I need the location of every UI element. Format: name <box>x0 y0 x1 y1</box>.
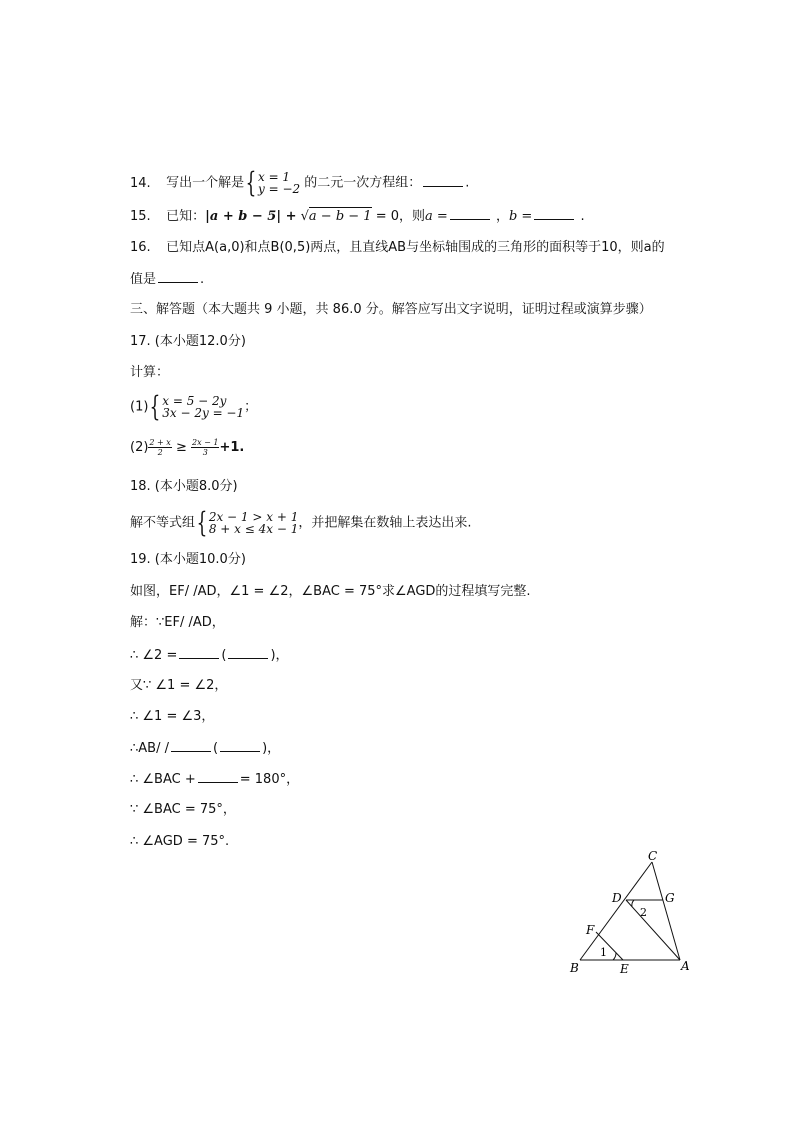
separator: ， <box>495 209 509 224</box>
answer-blank[interactable] <box>179 646 219 659</box>
proof-step-2 <box>130 646 289 665</box>
proof-step-7: ∵ ∠BAC = 75°， <box>130 802 236 817</box>
angle-2-arc <box>632 900 634 907</box>
section-heading: 三、解答题（本大题共 9 小题，共 86.0 分。解答应写出文字说明，证明过程或演算步骤） <box>130 302 652 317</box>
punctuation: . <box>200 272 205 287</box>
equation-line: y = −2 <box>257 182 301 196</box>
question-text: 解不等式组 <box>130 515 196 531</box>
question-text: = 0，则 <box>375 209 426 224</box>
variable-a: a = <box>425 209 448 224</box>
numerator: 2x − 1 <box>192 438 219 447</box>
question-17-part1 <box>130 390 258 423</box>
question-16-cont <box>130 270 204 289</box>
proof-step-4: ∴ ∠1 = ∠3， <box>130 709 215 724</box>
proof-text: ( <box>221 648 227 663</box>
label-angle-1: 1 <box>600 946 607 959</box>
question-text: ，并把解集在数轴上表达出来. <box>298 515 472 531</box>
question-19-header: 19. (本小题10.0分) <box>130 552 246 567</box>
math-expression: |a + b − 5| + <box>205 209 297 224</box>
variable-b: b = <box>508 209 533 224</box>
punctuation: . <box>465 175 470 191</box>
geometry-figure <box>560 850 710 980</box>
question-16 <box>130 239 665 257</box>
question-number: 14. <box>130 175 151 191</box>
label-C: C <box>648 850 658 863</box>
denominator: 2 <box>157 448 163 457</box>
sqrt-radicand: a − b − 1 <box>308 209 372 224</box>
part-label: (2) <box>130 440 149 455</box>
angle-1-arc <box>613 953 616 960</box>
segment-CA <box>652 862 680 960</box>
denominator: 3 <box>202 448 208 457</box>
question-14 <box>130 166 470 199</box>
inequality-system <box>209 511 299 535</box>
proof-step-1: 解：∵EF/ /AD， <box>130 615 225 630</box>
relation-symbol: ≥ <box>175 440 187 455</box>
label-B: B <box>570 961 579 975</box>
part-label: (1) <box>130 399 149 415</box>
proof-text: )， <box>262 741 281 756</box>
label-D: D <box>612 891 622 905</box>
punctuation: ； <box>244 399 258 415</box>
label-F: F <box>586 923 595 937</box>
proof-text: )， <box>270 648 289 663</box>
left-brace: { <box>196 506 208 539</box>
question-text: 已知点A(a,0)和点B(0,5)两点，且直线AB与坐标轴围成的三角形的面积等于10，则a的 <box>166 240 665 255</box>
inequality-line: 8 + x ≤ 4x − 1 <box>208 522 299 536</box>
answer-blank[interactable] <box>171 739 211 752</box>
proof-text: ∴AB/ / <box>130 741 169 756</box>
proof-step-8: ∴ ∠AGD = 75°. <box>130 834 230 849</box>
question-17-intro: 计算： <box>130 365 170 380</box>
proof-step-3: 又∵ ∠1 = ∠2， <box>130 678 228 693</box>
equation-line: 3x − 2y = −1 <box>162 406 245 420</box>
question-18-body <box>130 506 472 539</box>
question-18-header: 18. (本小题8.0分) <box>130 479 238 494</box>
proof-text: ∴ ∠2 = <box>130 648 178 663</box>
inequality-line: 2x − 1 > x + 1 <box>208 510 299 524</box>
label-E: E <box>620 962 629 976</box>
answer-blank[interactable] <box>198 770 238 783</box>
fraction <box>148 438 171 457</box>
question-text: 写出一个解是 <box>166 175 245 191</box>
answer-blank[interactable] <box>423 174 463 187</box>
reason-blank[interactable] <box>228 646 268 659</box>
proof-step-5 <box>130 739 280 758</box>
equation-system <box>162 395 244 419</box>
question-text: 值是 <box>130 272 157 287</box>
question-number: 15. <box>130 209 151 224</box>
proof-text: ∴ ∠BAC + <box>130 772 196 787</box>
question-15 <box>130 207 585 226</box>
question-17-header: 17. (本小题12.0分) <box>130 334 246 349</box>
question-17-part2 <box>130 438 244 457</box>
answer-blank-b[interactable] <box>534 207 574 220</box>
proof-text: ( <box>212 741 219 756</box>
math-expression: +1. <box>219 440 245 455</box>
question-number: 16. <box>130 240 151 255</box>
label-A: A <box>681 959 690 973</box>
label-G: G <box>665 891 675 905</box>
equation-line: x = 1 <box>257 170 291 184</box>
equation-system <box>258 171 300 195</box>
fraction <box>191 438 219 457</box>
sqrt-sign: √ <box>300 209 309 224</box>
numerator: 2 + x <box>149 438 171 447</box>
question-text: 的二元一次方程组： <box>304 175 422 191</box>
reason-blank[interactable] <box>220 739 260 752</box>
answer-blank-a[interactable] <box>450 207 490 220</box>
answer-blank[interactable] <box>158 270 198 283</box>
punctuation: . <box>580 209 585 224</box>
left-brace: { <box>245 166 257 199</box>
question-19-prompt: 如图，EF/ /AD，∠1 = ∠2，∠BAC = 75°求∠AGD的过程填写完整. <box>130 584 531 599</box>
left-brace: { <box>149 390 161 423</box>
question-text: 已知： <box>166 209 206 224</box>
equation-line: x = 5 − 2y <box>162 394 227 408</box>
proof-step-6 <box>130 770 299 789</box>
proof-text: = 180°， <box>239 772 300 787</box>
label-angle-2: 2 <box>640 906 647 919</box>
